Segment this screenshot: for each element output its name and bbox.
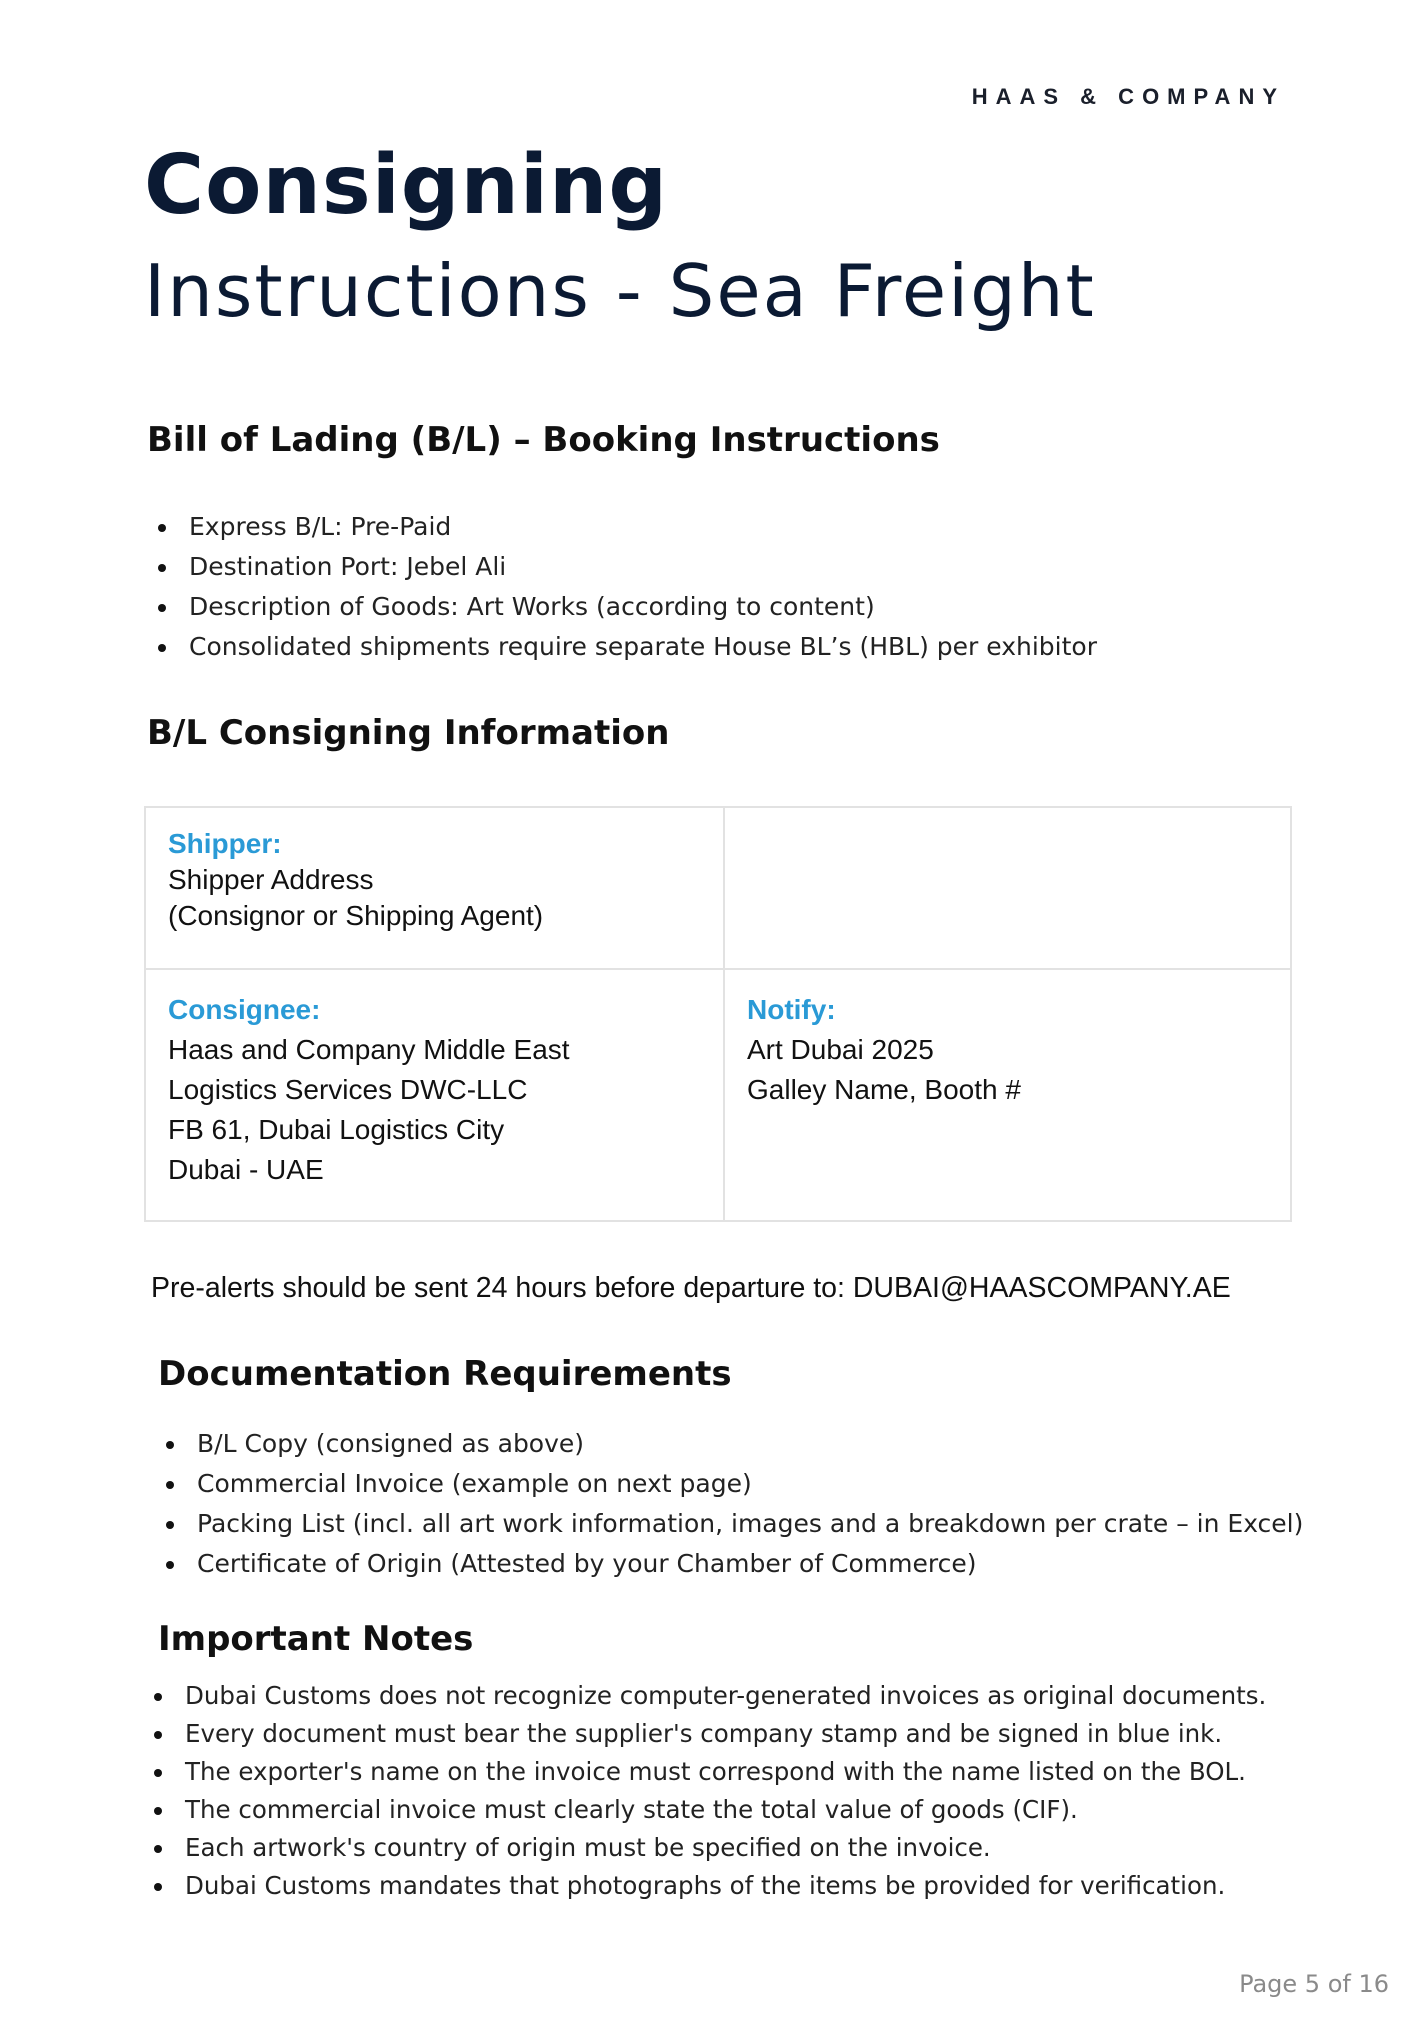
company-logo: HAAS & COMPANY — [971, 84, 1285, 109]
list-item: The commercial invoice must clearly state the total value of goods (CIF). — [143, 1791, 1266, 1829]
page-number: Page 5 of 16 — [1239, 1970, 1389, 1998]
consigning-info-heading: B/L Consigning Information — [147, 713, 670, 753]
important-notes-list — [143, 1677, 1266, 1905]
bill-of-lading-list — [147, 507, 1097, 667]
list-item: Description of Goods: Art Works (according to content) — [147, 587, 1097, 627]
list-item: Each artwork's country of origin must be specified on the invoice. — [143, 1829, 1266, 1867]
shipper-label: Shipper: — [168, 828, 282, 859]
shipper-line: Shipper Address — [168, 864, 374, 895]
list-item: Consolidated shipments require separate House BL’s (HBL) per exhibitor — [147, 627, 1097, 667]
notify-line: Galley Name, Booth # — [747, 1074, 1021, 1105]
list-item: Commercial Invoice (example on next page) — [155, 1464, 1303, 1504]
list-item: Express B/L: Pre-Paid — [147, 507, 1097, 547]
notify-line: Art Dubai 2025 — [747, 1034, 934, 1065]
list-item: Packing List (incl. all art work information, images and a breakdown per crate – in Excel) — [155, 1504, 1303, 1544]
consignee-cell — [146, 970, 725, 1220]
notify-label: Notify: — [747, 994, 836, 1025]
consigning-info-table — [144, 806, 1292, 1222]
consignee-label: Consignee: — [168, 994, 321, 1025]
important-notes-heading: Important Notes — [158, 1619, 474, 1659]
list-item: Dubai Customs mandates that photographs of the items be provided for verification. — [143, 1867, 1266, 1905]
consignee-line: Logistics Services DWC-LLC — [168, 1074, 528, 1105]
documentation-list — [155, 1424, 1303, 1584]
documentation-heading: Documentation Requirements — [158, 1354, 732, 1394]
list-item: B/L Copy (consigned as above) — [155, 1424, 1303, 1464]
bill-of-lading-heading: Bill of Lading (B/L) – Booking Instructions — [147, 420, 940, 460]
page-subtitle: Instructions - Sea Freight — [144, 249, 1096, 333]
list-item: Every document must bear the supplier's company stamp and be signed in blue ink. — [143, 1715, 1266, 1753]
shipper-line: (Consignor or Shipping Agent) — [168, 900, 544, 931]
consignee-line: FB 61, Dubai Logistics City — [168, 1114, 505, 1145]
pre-alert-note: Pre-alerts should be sent 24 hours before departure to: DUBAI@HAASCOMPANY.AE — [151, 1272, 1231, 1304]
list-item: Destination Port: Jebel Ali — [147, 547, 1097, 587]
page-title: Consigning — [144, 138, 669, 233]
consignee-line: Dubai - UAE — [168, 1154, 324, 1185]
shipper-cell — [146, 808, 725, 970]
empty-cell — [725, 808, 1290, 970]
list-item: Dubai Customs does not recognize computer-generated invoices as original documents. — [143, 1677, 1266, 1715]
list-item: Certificate of Origin (Attested by your Chamber of Commerce) — [155, 1544, 1303, 1584]
consignee-line: Haas and Company Middle East — [168, 1034, 570, 1065]
list-item: The exporter's name on the invoice must correspond with the name listed on the BOL. — [143, 1753, 1266, 1791]
notify-cell — [725, 970, 1290, 1220]
